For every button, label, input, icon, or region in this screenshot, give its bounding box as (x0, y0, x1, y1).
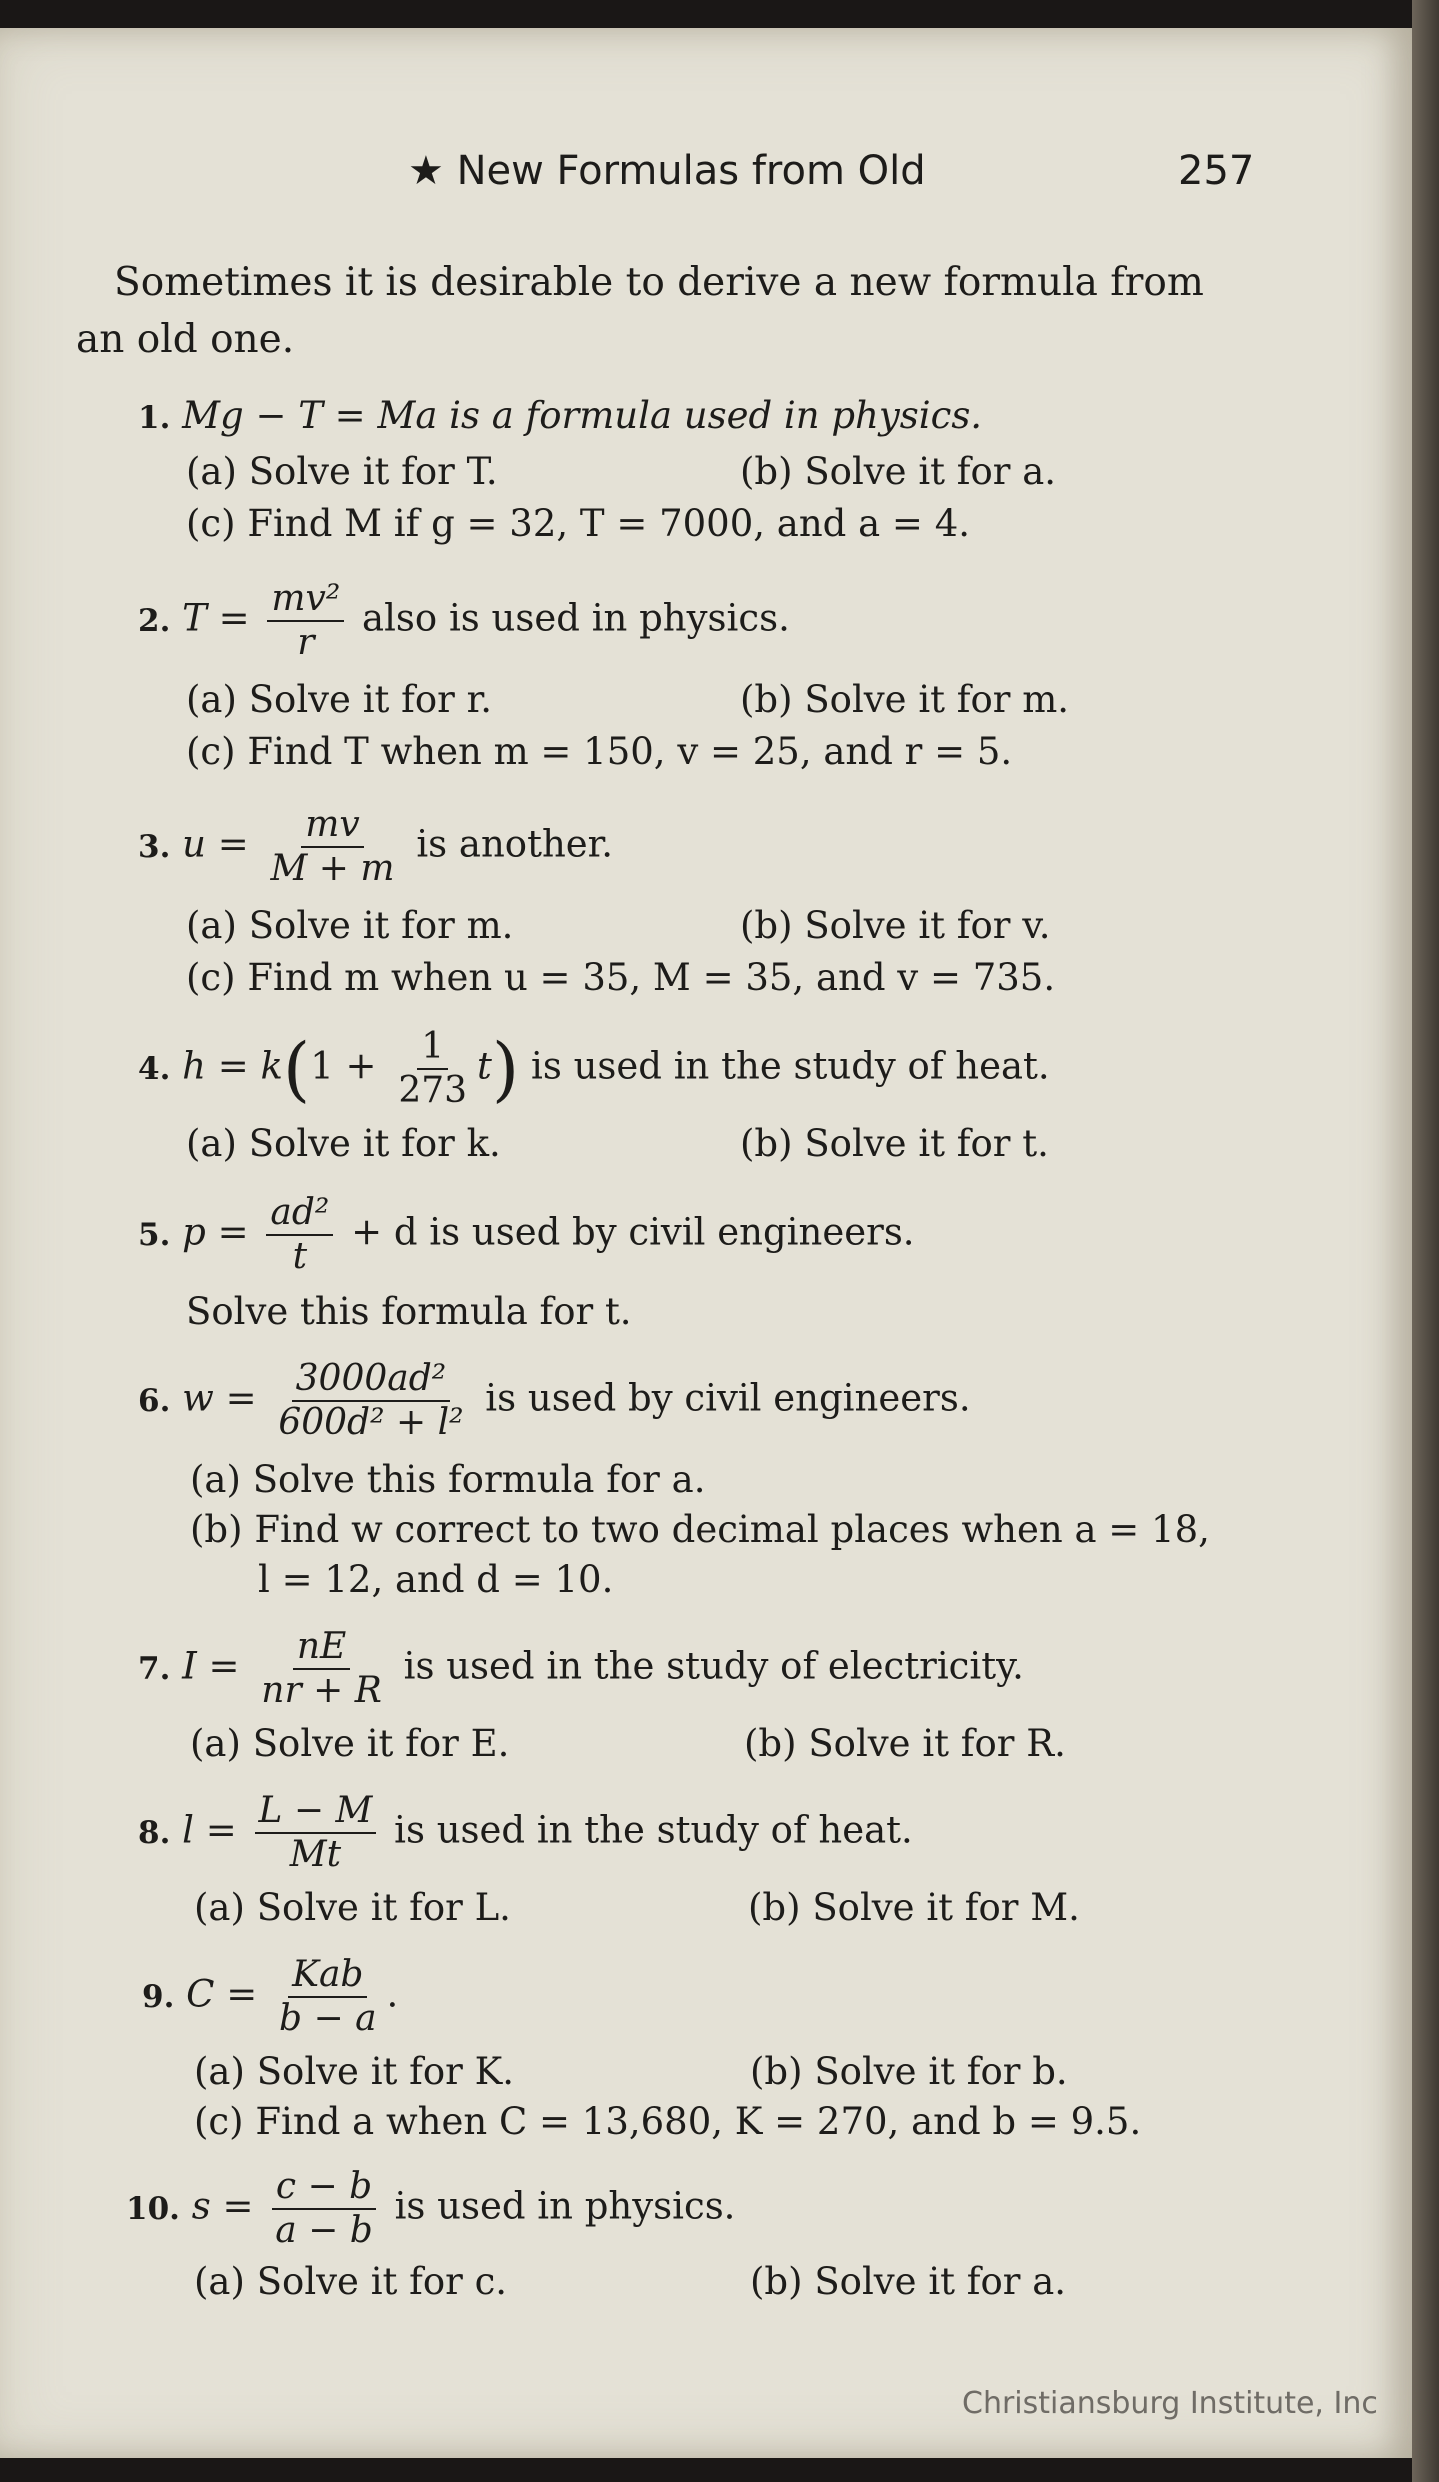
problem-10 (126, 2166, 735, 2252)
watermark-text: Christiansburg Institute, Inc (962, 2386, 1378, 2421)
formula-lhs: s = (191, 2184, 254, 2228)
formula-description: is another. (416, 822, 614, 866)
problem-6 (138, 1358, 971, 1444)
denominator: 273 (398, 1070, 468, 1111)
numerator: c − b (272, 2166, 376, 2210)
denominator: t (292, 1236, 308, 1277)
problem-number: 10. (126, 2190, 180, 2227)
part-a: (a) Solve it for c. (194, 2260, 508, 2303)
problem-3 (138, 804, 613, 890)
part-b: (b) Find w correct to two decimal places when a = 18, (190, 1508, 1210, 1551)
problem-number: 3. (138, 828, 171, 865)
part-b: (b) Solve it for a. (740, 450, 1057, 493)
book-page (0, 28, 1412, 2458)
denominator: Mt (289, 1834, 342, 1875)
problem-number: 6. (138, 1382, 171, 1419)
formula-description: is used in the study of heat. (530, 1044, 1050, 1088)
formula-description: also is used in physics. (362, 596, 790, 640)
formula-description: + d is used by civil engineers. (351, 1210, 915, 1254)
problem-4 (138, 1026, 1050, 1112)
problem-8 (138, 1790, 913, 1876)
fraction (267, 578, 344, 664)
problem-5-instruction: Solve this formula for t. (186, 1290, 632, 1333)
part-a: (a) Solve it for m. (186, 904, 514, 947)
part-b: (b) Solve it for v. (740, 904, 1051, 947)
denominator: nr + R (261, 1670, 382, 1711)
part-a: (a) Solve it for k. (186, 1122, 501, 1165)
fraction (275, 1954, 381, 2040)
problem-number: 2. (138, 602, 171, 639)
part-a: (a) Solve this formula for a. (190, 1458, 706, 1501)
numerator: 3000ad² (292, 1358, 451, 1402)
section-heading: ★ New Formulas from Old (408, 148, 926, 194)
page-number: 257 (1178, 148, 1255, 194)
problem-5 (138, 1192, 915, 1278)
denominator: a − b (275, 2210, 373, 2251)
part-b-continued: l = 12, and d = 10. (258, 1558, 614, 1601)
part-a: (a) Solve it for L. (194, 1886, 511, 1929)
problem-number: 9. (142, 1978, 175, 2015)
denominator: 600d² + l² (278, 1402, 464, 1443)
fraction (274, 1358, 467, 1444)
formula-period: . (386, 1972, 399, 2016)
problem-number: 8. (138, 1814, 171, 1851)
intro-paragraph (76, 254, 1256, 368)
denominator: r (297, 622, 315, 663)
numerator: Kab (288, 1954, 367, 1998)
part-c: (c) Find M if g = 32, T = 7000, and a = 4. (186, 502, 970, 545)
formula-variable: t (477, 1044, 492, 1088)
formula-lhs: T = (182, 596, 250, 640)
denominator: b − a (278, 1998, 377, 2039)
numerator: mv (301, 804, 363, 848)
problem-1 (138, 394, 982, 437)
part-a: (a) Solve it for E. (190, 1722, 510, 1765)
fraction (255, 1790, 377, 1876)
denominator: M + m (270, 848, 395, 889)
formula-description: is used in the study of electricity. (403, 1644, 1024, 1688)
formula-lhs: p = (182, 1210, 249, 1254)
intro-line-2: an old one. (76, 317, 295, 362)
part-b: (b) Solve it for t. (740, 1122, 1049, 1165)
fraction (266, 1192, 333, 1278)
part-c: (c) Find a when C = 13,680, K = 270, and b = 9.5. (194, 2100, 1142, 2143)
part-a: (a) Solve it for T. (186, 450, 498, 493)
fraction (394, 1026, 471, 1112)
problem-number: 7. (138, 1650, 171, 1687)
part-b: (b) Solve it for m. (740, 678, 1070, 721)
formula-inner: 1 + (310, 1044, 377, 1088)
problem-number: 5. (138, 1216, 171, 1253)
fraction (257, 1626, 386, 1712)
problem-2 (138, 578, 790, 664)
formula-lhs: C = (186, 1972, 258, 2016)
numerator: nE (293, 1626, 350, 1670)
part-b: (b) Solve it for a. (750, 2260, 1067, 2303)
part-a: (a) Solve it for K. (194, 2050, 514, 2093)
part-a: (a) Solve it for r. (186, 678, 492, 721)
problem-7 (138, 1626, 1024, 1712)
formula-description: is used by civil engineers. (485, 1376, 971, 1420)
numerator: ad² (266, 1192, 333, 1236)
fraction (271, 2166, 377, 2252)
book-edge (1412, 0, 1439, 2482)
formula-lhs: h = k (182, 1044, 283, 1088)
part-c: (c) Find m when u = 35, M = 35, and v = 735. (186, 956, 1056, 999)
intro-line-1: Sometimes it is desirable to derive a new formula from (114, 260, 1204, 305)
part-b: (b) Solve it for M. (748, 1886, 1080, 1929)
part-b: (b) Solve it for b. (750, 2050, 1068, 2093)
formula-description: is used in the study of heat. (394, 1808, 913, 1852)
close-paren: ) (491, 1028, 520, 1110)
numerator: 1 (417, 1026, 448, 1070)
open-paren: ( (282, 1028, 311, 1110)
formula-lhs: u = (182, 822, 249, 866)
problem-statement: Mg − T = Ma is a formula used in physics. (182, 394, 983, 437)
formula-lhs: l = (182, 1808, 237, 1852)
part-b: (b) Solve it for R. (744, 1722, 1066, 1765)
problem-9 (142, 1954, 398, 2040)
formula-lhs: I = (182, 1644, 240, 1688)
numerator: L − M (255, 1790, 377, 1834)
part-c: (c) Find T when m = 150, v = 25, and r = 5. (186, 730, 1013, 773)
fraction (267, 804, 399, 890)
problem-number: 4. (138, 1050, 171, 1087)
formula-lhs: w = (182, 1376, 257, 1420)
problem-number: 1. (138, 400, 171, 436)
formula-description: is used in physics. (394, 2184, 736, 2228)
numerator: mv² (267, 578, 344, 622)
